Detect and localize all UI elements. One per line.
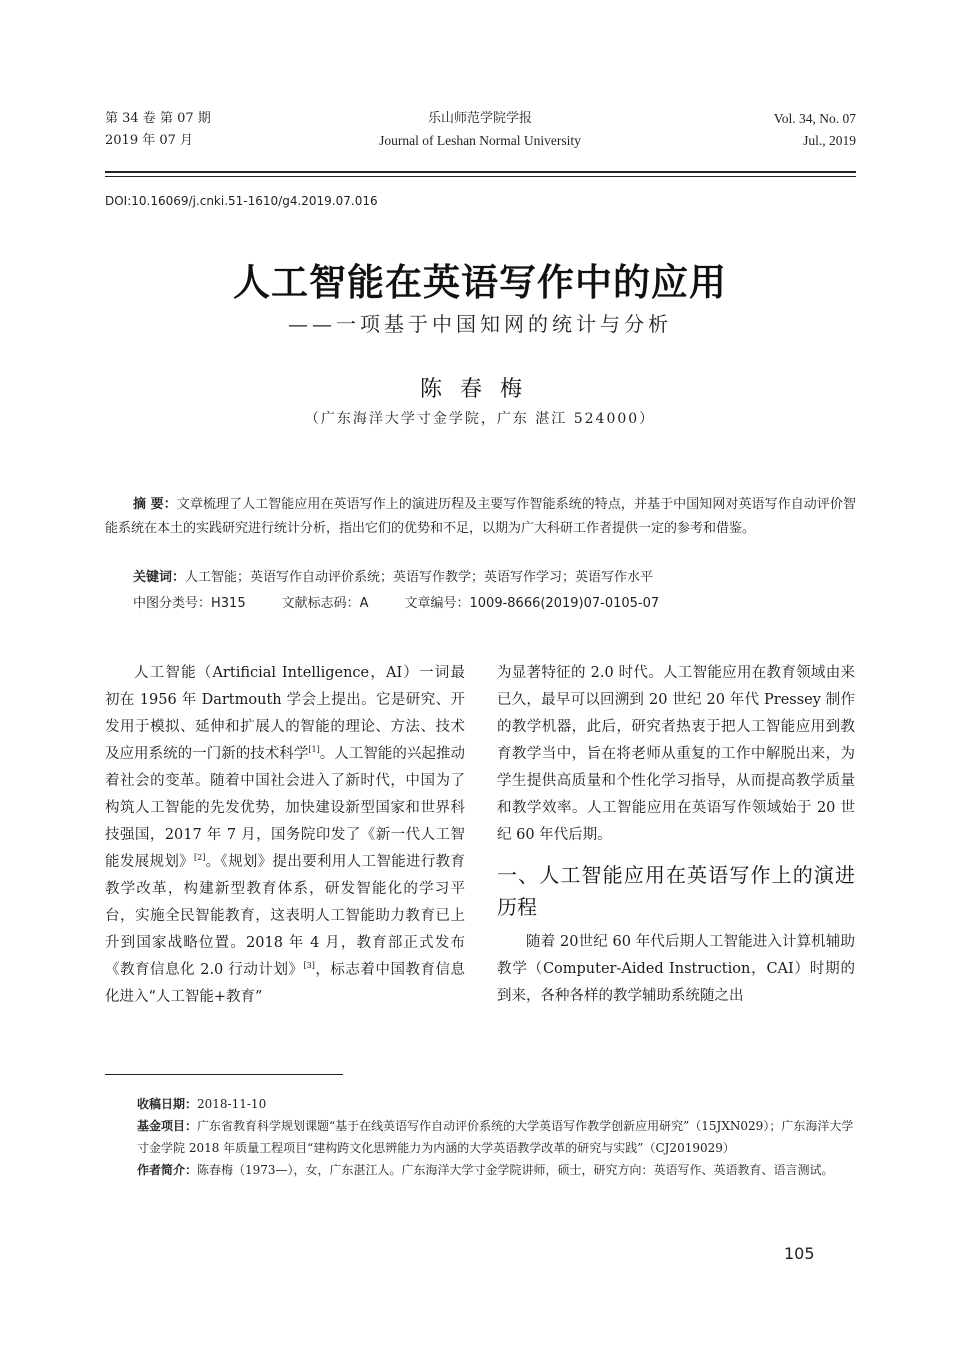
header-volume-en: Vol. 34, No. 07 (773, 111, 856, 126)
author-affiliation: （广东海洋大学寸金学院，广东 湛江 524000） (304, 411, 656, 427)
header-rule-thin (105, 176, 856, 177)
body-text: 人工智能（Artificial Intelligence，AI）一词最初在 1956 年 Dartmouth 学会上提出。它是研究、开发用于模拟、延伸和扩展人的智能的理论、方法、技术及应用系统的一门新的技术科学 (105, 665, 465, 762)
header-date: 2019 年 07 月 (105, 133, 194, 148)
footnotes (105, 1093, 856, 1181)
body-text: 。《规划》提出要利用人工智能进行教育教学改革，构建新型教育体系，研发智能化的学习平台，实施全民智能教育，这表明人工智能助力教育已上升到国家战略位置。2018 年 4 月，教育部正式发布《教育信息化 2.0 行动计划》 (105, 854, 466, 978)
header-date-en: Jul., 2019 (803, 133, 856, 148)
footnote-fund (105, 1115, 856, 1159)
footnote-rule (105, 1074, 343, 1075)
abstract (105, 493, 856, 541)
page-number: 105 (784, 1244, 815, 1263)
footnote-label: 基金项目： (137, 1119, 198, 1133)
section-heading: 一、人工智能应用在英语写作上的演进历程 (497, 863, 855, 919)
abstract-label: 摘 要： (133, 497, 177, 512)
footnote-received (105, 1093, 856, 1115)
citation-2[interactable]: [2] (193, 853, 206, 863)
footnote-text: 2018-11-10 (197, 1097, 267, 1111)
footnote-text: 陈春梅（1973—），女，广东湛江人。广东海洋大学寸金学院讲师，硕士，研究方向：英语写作、英语教育、语言测试。 (197, 1163, 834, 1177)
header-volume-issue: 第 34 卷 第 07 期 (105, 111, 211, 126)
footnote-label: 作者简介： (137, 1163, 198, 1177)
header-journal-cn: 乐山师范学院学报 (427, 111, 532, 126)
body-text: 。人工智能的兴起推动着社会的变革。随着中国社会进入了新时代，中国为了构筑人工智能的先发优势，加快建设新型国家和世界科技强国，2017 年 7 月，国务院印发了《新一代人工智能发展规划》 (105, 746, 466, 870)
body-text: ，标志着中国教育信息化进入“人工智能+教育” (105, 962, 466, 1005)
clc-number: 中图分类号：H315 (133, 596, 246, 611)
author-name: 陈春梅 (419, 377, 540, 402)
footnote-text: 广东省教育科学规划课题“基于在线英语写作自动评价系统的大学英语写作教学创新应用研究”（15JXN029）；广东海洋大学寸金学院 2018 年质量工程项目“建构跨文化思辨能力为内涵的大学英语教学改革的研究与实践”（CJ2019029） (137, 1119, 854, 1155)
body-paragraph: 为显著特征的 2.0 时代。人工智能应用在教育领域由来已久，最早可以回溯到 20 世纪 20 年代 Pressey 制作的教学机器，此后，研究者热衷于把人工智能应用到教育教学当中，旨在将老师从重复的工作中解脱出来，为学生提供高质量和个性化学习指导，从而提高教学质量和教学效率。人工智能应用在英语写作领域始于 20 世纪 60 年代后期。 (497, 665, 855, 843)
article-title: 人工智能在英语写作中的应用 (233, 260, 727, 304)
header-journal-en: Journal of Leshan Normal University (379, 133, 581, 148)
keywords (133, 566, 853, 590)
keywords-text: 人工智能；英语写作自动评价系统；英语写作教学；英语写作学习；英语写作水平 (185, 570, 654, 585)
body-column-left (105, 660, 465, 1011)
body-paragraph (105, 660, 465, 1011)
keywords-label: 关键词： (133, 570, 186, 585)
footnote-bio (105, 1159, 856, 1181)
article-number: 文章编号：1009-8666(2019)07-0105-07 (404, 596, 660, 611)
body-paragraph: 随着 20世纪 60 年代后期人工智能进入计算机辅助教学（Computer-Aided Instruction，CAI）时期的到来，各种各样的教学辅助系统随之出 (497, 934, 855, 1004)
header-rule-thick (105, 171, 856, 173)
article-subtitle: ——一项基于中国知网的统计与分析 (288, 312, 672, 336)
doi: DOI:10.16069/j.cnki.51-1610/g4.2019.07.016 (105, 194, 378, 208)
body-column-right (497, 660, 855, 1010)
citation-3[interactable]: [3] (303, 961, 315, 971)
document-code: 文献标志码：A (281, 596, 369, 611)
citation-1[interactable]: [1] (308, 745, 320, 755)
abstract-text: 文章梳理了人工智能应用在英语写作上的演进历程及主要写作智能系统的特点，并基于中国知网对英语写作自动评价智能系统在本土的实践研究进行统计分析，指出它们的优势和不足，以期为广大科研工作者提供一定的参考和借鉴。 (105, 497, 856, 536)
footnote-label: 收稿日期： (137, 1097, 198, 1111)
classification-line (133, 592, 853, 616)
